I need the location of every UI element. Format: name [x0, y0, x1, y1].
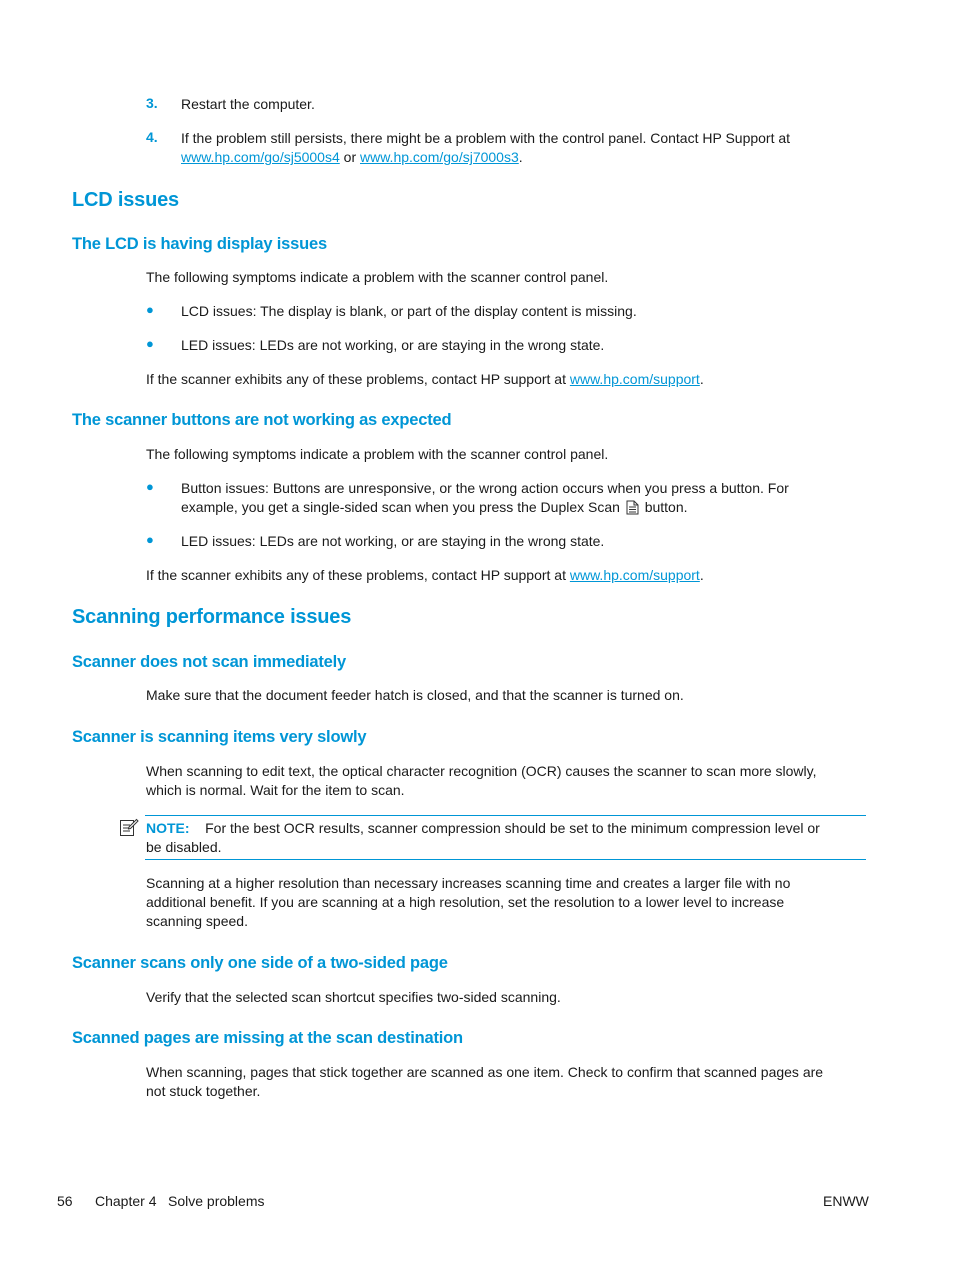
- buttons-heading: The scanner buttons are not working as expected: [72, 411, 452, 429]
- buttons-bullet-2: LED issues: LEDs are not working, or are staying in the wrong state.: [181, 533, 605, 549]
- missing-text: [146, 1063, 866, 1101]
- list-item-4-text: [181, 129, 871, 167]
- buttons-intro: The following symptoms indicate a problem with the scanner control panel.: [146, 446, 609, 462]
- resolution-paragraph: [146, 874, 866, 931]
- sj7000s3-link[interactable]: www.hp.com/go/sj7000s3: [360, 149, 519, 165]
- immediate-heading: Scanner does not scan immediately: [72, 653, 346, 671]
- buttons-bullet-1-line1: Button issues: Buttons are unresponsive, or the wrong action occurs when you press a button. For: [181, 480, 789, 496]
- list-number-3: 3.: [146, 95, 158, 111]
- list-item-4-text-before: If the problem still persists, there might be a problem with the control panel. Contact HP Support at: [181, 130, 791, 146]
- missing-line1: When scanning, pages that stick together are scanned as one item. Check to confirm that scanned pages are: [146, 1064, 824, 1080]
- list-item-4-after: .: [518, 149, 523, 165]
- note-text: [146, 819, 866, 857]
- slow-text: [146, 762, 866, 800]
- resolution-line2: additional benefit. If you are scanning at a high resolution, set the resolution to a lower level to increase: [146, 894, 785, 910]
- buttons-contact-text: [146, 566, 704, 585]
- lcd-display-heading: The LCD is having display issues: [72, 235, 327, 253]
- slow-text-line1: When scanning to edit text, the optical character recognition (OCR) causes the scanner to scan more slowly,: [146, 763, 817, 779]
- lcd-bullet-2: LED issues: LEDs are not working, or are staying in the wrong state.: [181, 337, 605, 353]
- duplex-scan-icon: [626, 500, 639, 520]
- sj5000s4-link[interactable]: www.hp.com/go/sj5000s4: [181, 149, 340, 165]
- note-line2: be disabled.: [146, 839, 222, 855]
- immediate-text: Make sure that the document feeder hatch is closed, and that the scanner is turned on.: [146, 687, 684, 703]
- lcd-display-intro: The following symptoms indicate a problem with the scanner control panel.: [146, 269, 609, 285]
- note-top-rule: [145, 815, 866, 816]
- slow-text-line2: which is normal. Wait for the item to scan.: [146, 782, 405, 798]
- hp-support-link[interactable]: www.hp.com/support: [569, 567, 700, 583]
- note-icon: [119, 817, 139, 842]
- bullet-icon: ●: [146, 336, 154, 351]
- one-side-heading: Scanner scans only one side of a two-sided page: [72, 954, 448, 972]
- buttons-bullet-1-after: button.: [644, 499, 688, 515]
- note-bottom-rule: [145, 859, 866, 860]
- buttons-bullet-1-line2: example, you get a single-sided scan when you press the Duplex Scan: [181, 499, 620, 515]
- bullet-icon: ●: [146, 532, 154, 547]
- bullet-icon: ●: [146, 302, 154, 317]
- buttons-contact-prefix: If the scanner exhibits any of these problems, contact HP support at: [146, 567, 570, 583]
- missing-line2: not stuck together.: [146, 1083, 261, 1099]
- slow-heading: Scanner is scanning items very slowly: [72, 728, 367, 746]
- bullet-icon: ●: [146, 479, 154, 494]
- footer-chapter: Chapter 4: [95, 1193, 157, 1209]
- lcd-issues-heading: LCD issues: [72, 189, 179, 211]
- hp-support-link[interactable]: www.hp.com/support: [569, 371, 700, 387]
- list-item-3-text: Restart the computer.: [181, 96, 315, 112]
- page-number: 56: [57, 1193, 73, 1209]
- footer-enww: ENWW: [823, 1193, 869, 1209]
- resolution-line3: scanning speed.: [146, 913, 248, 929]
- note-line1: For the best OCR results, scanner compression should be set to the minimum compression level or: [205, 820, 820, 836]
- note-label: NOTE:: [146, 820, 190, 836]
- list-item-4-between: or: [339, 149, 360, 165]
- lcd-contact-end: .: [699, 371, 704, 387]
- missing-heading: Scanned pages are missing at the scan destination: [72, 1029, 463, 1047]
- performance-heading: Scanning performance issues: [72, 606, 352, 628]
- buttons-bullet-1: [181, 479, 871, 520]
- footer-chapter-title: Solve problems: [168, 1193, 265, 1209]
- lcd-contact-prefix: If the scanner exhibits any of these problems, contact HP support at: [146, 371, 570, 387]
- lcd-bullet-1: LCD issues: The display is blank, or part of the display content is missing.: [181, 303, 637, 319]
- resolution-line1: Scanning at a higher resolution than necessary increases scanning time and creates a larger file with no: [146, 875, 791, 891]
- buttons-contact-end: .: [699, 567, 704, 583]
- lcd-contact-text: [146, 370, 704, 389]
- one-side-text: Verify that the selected scan shortcut specifies two-sided scanning.: [146, 989, 561, 1005]
- list-number-4: 4.: [146, 129, 158, 145]
